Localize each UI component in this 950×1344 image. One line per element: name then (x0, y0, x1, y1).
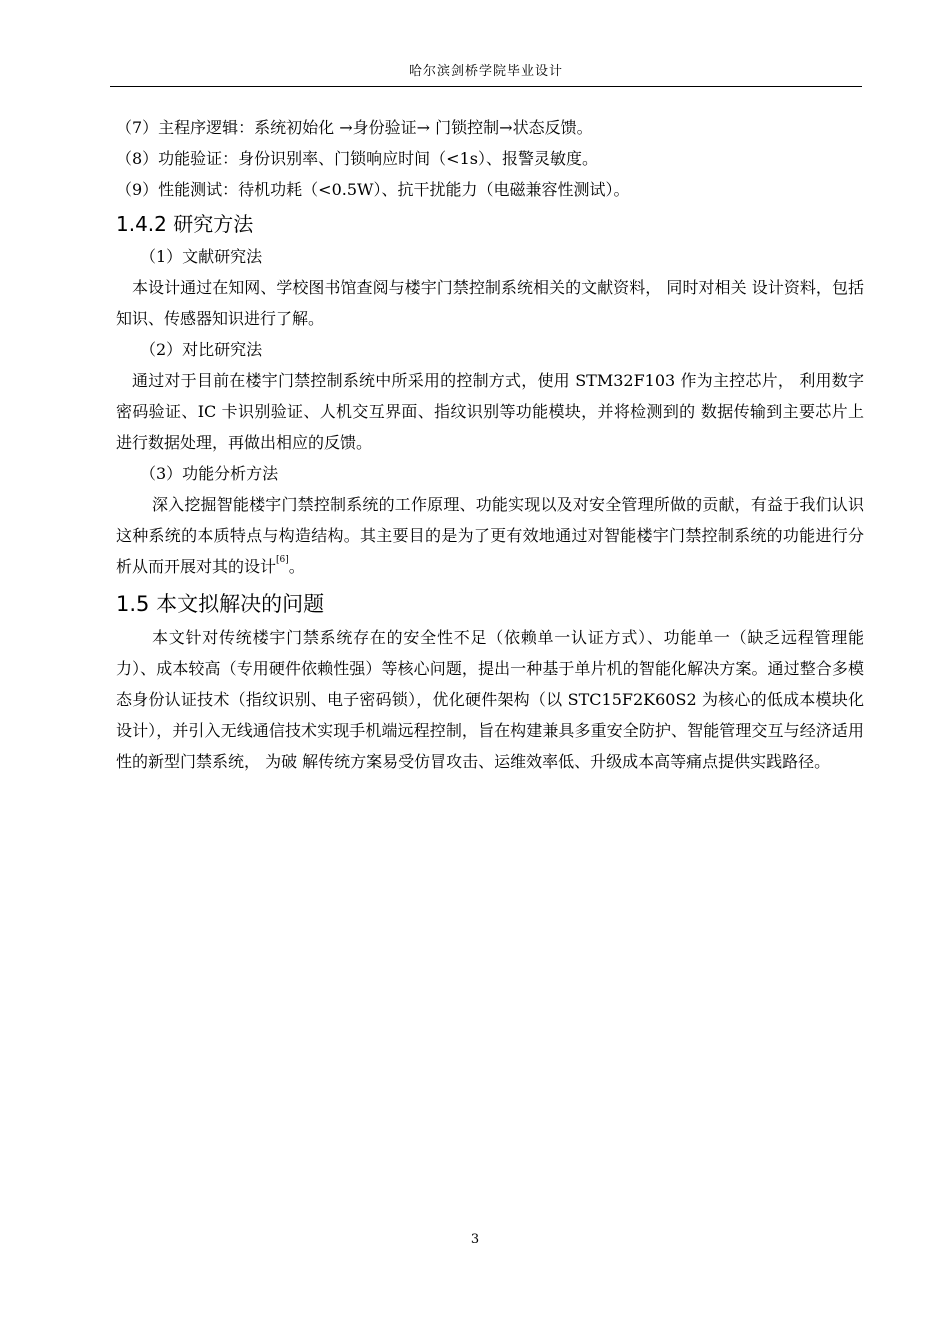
section-heading-1-5: 1.5 本文拟解决的问题 (116, 592, 325, 616)
page-number: 3 (470, 1232, 480, 1247)
method2-title: （2）对比研究法 (140, 340, 263, 359)
method3-title: （3）功能分析方法 (140, 464, 279, 483)
method1-text: 本设计通过在知网、学校图书馆查阅与楼宇门禁控制系统相关的文献资料， 同时对相关 设计资料，包括知识、传感器知识进行了解。 (116, 278, 864, 328)
method1-title: （1）文献研究法 (140, 247, 263, 266)
method3-end: 。 (288, 557, 305, 576)
list-item-8: （8）功能验证：身份识别率、门锁响应时间（<1s）、报警灵敏度。 (116, 149, 598, 168)
method3-paragraph (116, 489, 864, 582)
method3-text: 深入挖掘智能楼宇门禁控制系统的工作原理、功能实现以及对安全管理所做的贡献，有益于我们认识这种系统的本质特点与构造结构。其主要目的是为了更有效地通过对智能楼宇门禁控制系统的功能进行分析从而开展对其的设计 (116, 495, 864, 576)
header-title: 哈尔滨剑桥学院毕业设计 (408, 64, 563, 79)
page-body (116, 112, 864, 777)
list-item-7: （7）主程序逻辑：系统初始化 →身份验证→ 门锁控制→状态反馈。 (116, 118, 593, 137)
page-header (110, 58, 862, 87)
method2-text: 通过对于目前在楼宇门禁控制系统中所采用的控制方式，使用 STM32F103 作为主控芯片， 利用数字密码验证、IC 卡识别验证、人机交互界面、指纹识别等功能模块，并将检测到的 数据传输到主要芯片上进行数据处理，再做出相应的反馈。 (116, 371, 864, 452)
citation-ref: [6] (276, 555, 289, 565)
section-heading-1-4-2: 1.4.2 研究方法 (116, 212, 254, 236)
section-1-5-text: 本文针对传统楼宇门禁系统存在的安全性不足（依赖单一认证方式）、功能单一（缺乏远程管理能力）、成本较高（专用硬件依赖性强）等核心问题，提出一种基于单片机的智能化解决方案。通过整合多模态身份认证技术（指纹识别、电子密码锁），优化硬件架构（以 STC15F2K60S2 为核心的低成本模块化设计），并引入无线通信技术实现手机端远程控制，旨在构建兼具多重安全防护、智能管理交互与经济适用性的新型门禁系统， 为破 解传统方案易受仿冒攻击、运维效率低、升级成本高等痛点提供实践路径。 (116, 628, 864, 771)
list-item-9: （9）性能测试：待机功耗（<0.5W）、抗干扰能力（电磁兼容性测试）。 (116, 180, 630, 199)
